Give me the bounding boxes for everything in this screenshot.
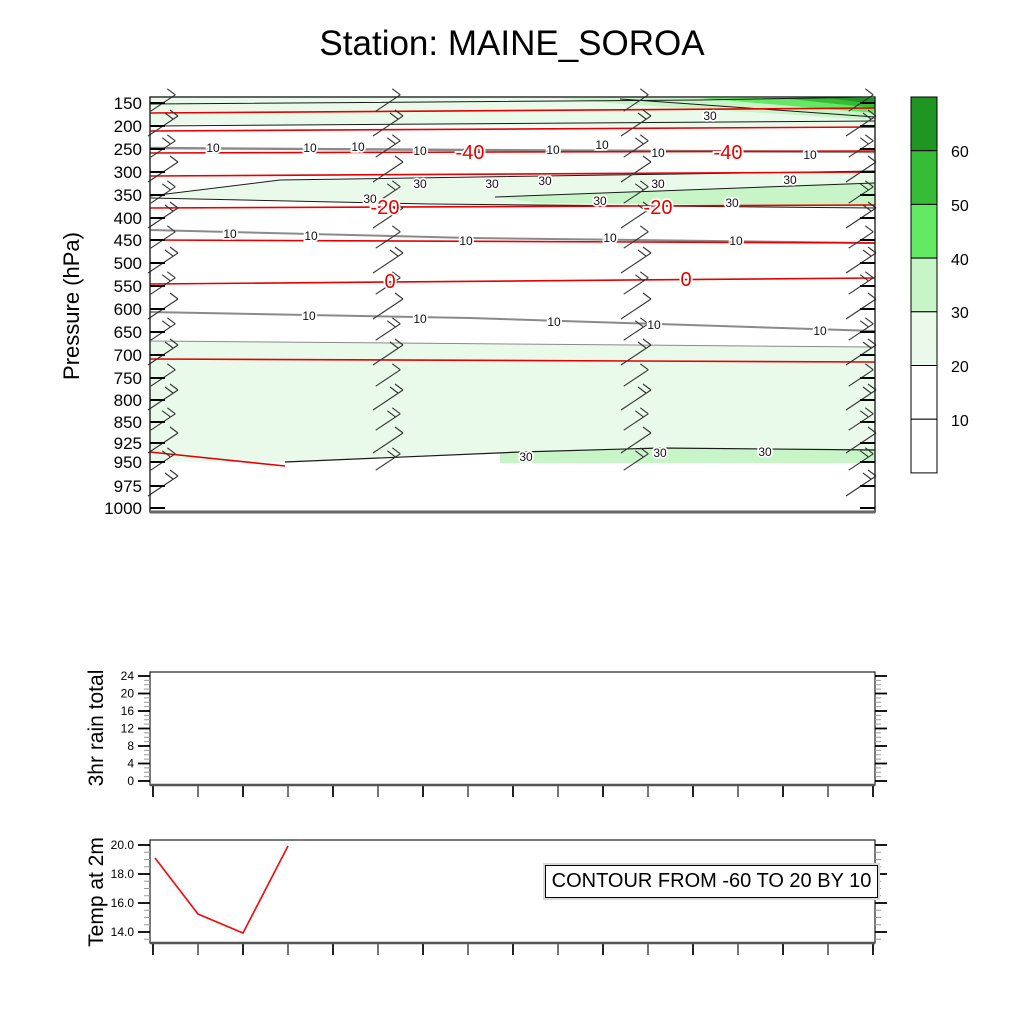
colorbar-label: 30 [951, 305, 969, 322]
humidity-contour-line [150, 312, 875, 331]
temp-series-line [155, 846, 288, 933]
wind-barb-flag [392, 318, 400, 324]
humidity-contour-label: 10 [803, 148, 817, 162]
wind-barb-flag [860, 321, 868, 327]
humidity-contour-label: 10 [223, 227, 237, 241]
pressure-tick-label: 975 [113, 477, 142, 496]
wind-barb [621, 299, 651, 319]
colorbar-label: 40 [951, 252, 969, 269]
wind-barb-flag [162, 138, 170, 144]
temperature-contour-label: -20 [643, 197, 673, 219]
pressure-tick-label: 850 [113, 413, 142, 432]
pressure-tick-label: 750 [113, 369, 142, 388]
temperature-contour-label: -40 [455, 142, 485, 164]
wind-barb [624, 141, 649, 157]
temp-y-tick-label: 18.0 [110, 867, 134, 881]
wind-barb-flag [170, 202, 178, 208]
pressure-tick-label: 450 [113, 231, 142, 250]
wind-barb-flag [170, 156, 178, 162]
humidity-contour-label: 10 [813, 324, 827, 338]
temperature-contour-label: -20 [370, 197, 400, 219]
rain-axis-label: 3hr rain total [85, 669, 108, 787]
wind-barb-flag [162, 321, 170, 327]
humidity-contour-label: 10 [546, 143, 560, 157]
temp-y-tick-label: 14.0 [110, 925, 134, 939]
temperature-contour-line [150, 151, 875, 153]
wind-barb-flag [865, 272, 873, 278]
pressure-tick-label: 950 [113, 453, 142, 472]
pressure-tick-label: 150 [113, 94, 142, 113]
wind-barb-flag [165, 250, 173, 256]
wind-barb-flag [392, 135, 400, 141]
wind-barb-flag [162, 184, 170, 190]
humidity-contour-label: 30 [413, 177, 427, 191]
humidity-contour-label: 30 [653, 446, 667, 460]
wind-barb-flag [395, 156, 403, 162]
rain-y-tick-label: 16 [120, 704, 134, 718]
wind-barb-flag [640, 226, 648, 232]
wind-barb-flag [390, 250, 398, 256]
humidity-contour-label: 10 [651, 146, 665, 160]
pressure-tick-label: 200 [113, 117, 142, 136]
wind-barb-flag [395, 247, 403, 253]
colorbar-label: 50 [951, 198, 969, 215]
contour-note-box: CONTOUR FROM -60 TO 20 BY 10 [545, 865, 878, 898]
pressure-axis-label: Pressure (hPa) [59, 232, 84, 380]
wind-barb-flag [167, 135, 175, 141]
wind-barb-flag [167, 89, 175, 95]
pressure-tick-label: 700 [113, 346, 142, 365]
pressure-tick-label: 600 [113, 300, 142, 319]
wind-barb-flag [387, 138, 395, 144]
pressure-tick-label: 650 [113, 323, 142, 342]
wind-barb-flag [167, 318, 175, 324]
humidity-contour-label: 10 [459, 234, 473, 248]
page-title: Station: MAINE_SOROA [319, 24, 705, 63]
colorbar-cell [911, 312, 937, 366]
humidity-contour-label: 30 [703, 109, 717, 123]
humidity-contour-label: 30 [363, 192, 377, 206]
rain-y-tick-label: 24 [120, 669, 134, 683]
pressure-tick-label: 925 [113, 434, 142, 453]
rain-y-tick-label: 20 [120, 686, 134, 701]
colorbar-cell [911, 151, 937, 205]
wind-barb-flag [167, 181, 175, 187]
wind-barb [624, 324, 649, 340]
pressure-tick-label: 350 [113, 186, 142, 205]
colorbar-cell [911, 366, 937, 420]
wind-barb [373, 253, 403, 273]
colorbar-cell [911, 419, 937, 473]
colorbar-cell [911, 97, 937, 151]
wind-barb [376, 232, 401, 248]
wind-barb [376, 324, 401, 340]
wind-barb-flag [392, 89, 400, 95]
wind-barb-flag [638, 250, 646, 256]
wind-barb-flag [643, 293, 651, 299]
wind-barb-flag [865, 135, 873, 141]
pressure-tick-label: 550 [113, 277, 142, 296]
wind-barb-flag [162, 275, 170, 281]
temperature-contour-label: 0 [680, 269, 692, 291]
wind-barb-flag [643, 156, 651, 162]
humidity-contour-label: 10 [303, 141, 317, 155]
pressure-tick-label: 800 [113, 391, 142, 410]
pressure-tick-label: 400 [113, 209, 142, 228]
wind-barb-flag [643, 339, 651, 345]
rain-y-tick-label: 8 [127, 739, 134, 753]
humidity-contour-label: 30 [651, 177, 665, 191]
wind-barb-flag [640, 272, 648, 278]
wind-barb-flag [392, 226, 400, 232]
humidity-contour-label: 10 [413, 144, 427, 158]
wind-barb-flag [170, 470, 178, 476]
wind-barb-flag [387, 321, 395, 327]
humidity-contour-label: 10 [206, 141, 220, 155]
wind-barb-flag [640, 135, 648, 141]
wind-barb-flag [395, 293, 403, 299]
wind-barb-flag [860, 138, 868, 144]
pressure-tick-label: 250 [113, 140, 142, 159]
humidity-contour-label: 10 [595, 138, 609, 152]
wind-barb-flag [865, 226, 873, 232]
wind-barb-flag [640, 89, 648, 95]
wind-barb-flag [170, 293, 178, 299]
wind-barb [621, 253, 651, 273]
temperature-contour-label: 0 [384, 271, 396, 293]
colorbar-label: 20 [951, 359, 969, 376]
temperature-contour-label: -40 [713, 142, 743, 164]
temp-y-tick-label: 20.0 [110, 838, 134, 852]
wind-barb-flag [165, 473, 173, 479]
humidity-contour-label: 10 [302, 309, 316, 323]
humidity-contour-label: 30 [783, 173, 797, 187]
temperature-contour-line [150, 127, 875, 131]
pressure-tick-label: 300 [113, 163, 142, 182]
humidity-contour-label: 30 [485, 177, 499, 191]
colorbar-cell [911, 258, 937, 312]
wind-barb-flag [863, 473, 871, 479]
rain-panel-frame [150, 672, 875, 785]
humidity-contour-label: 10 [413, 312, 427, 326]
humidity-contour-label: 30 [725, 196, 739, 210]
colorbar-label: 60 [951, 144, 969, 161]
pressure-tick-label: 1000 [104, 499, 142, 518]
wind-barb-flag [635, 138, 643, 144]
colorbar-cell [911, 204, 937, 258]
colorbar-label: 10 [951, 413, 969, 430]
wind-barb-flag [865, 318, 873, 324]
humidity-contour-label: 10 [547, 315, 561, 329]
humidity-contour-label: 10 [304, 229, 318, 243]
humidity-contour-label: 30 [519, 450, 533, 464]
rain-y-tick-label: 12 [120, 721, 134, 736]
wind-barb-flag [167, 272, 175, 278]
humidity-contour-label: 10 [603, 231, 617, 245]
humidity-contour-label: 10 [729, 234, 743, 248]
humidity-contour-label: 30 [538, 174, 552, 188]
temp-y-tick-label: 16.0 [110, 896, 134, 910]
temperature-contour-line [150, 278, 875, 284]
wind-barb-flag [643, 247, 651, 253]
pressure-tick-label: 500 [113, 254, 142, 273]
rain-y-tick-label: 4 [127, 756, 134, 771]
temp-axis-label: Temp at 2m [85, 837, 108, 947]
wind-barb-flag [863, 250, 871, 256]
rain-y-tick-label: 0 [127, 774, 134, 788]
humidity-contour-label: 10 [647, 318, 661, 332]
humidity-contour-label: 30 [593, 194, 607, 208]
wind-barb-flag [865, 89, 873, 95]
wind-barb-flag [170, 247, 178, 253]
humidity-contour-label: 30 [758, 445, 772, 459]
humidity-contour-label: 10 [351, 140, 365, 154]
